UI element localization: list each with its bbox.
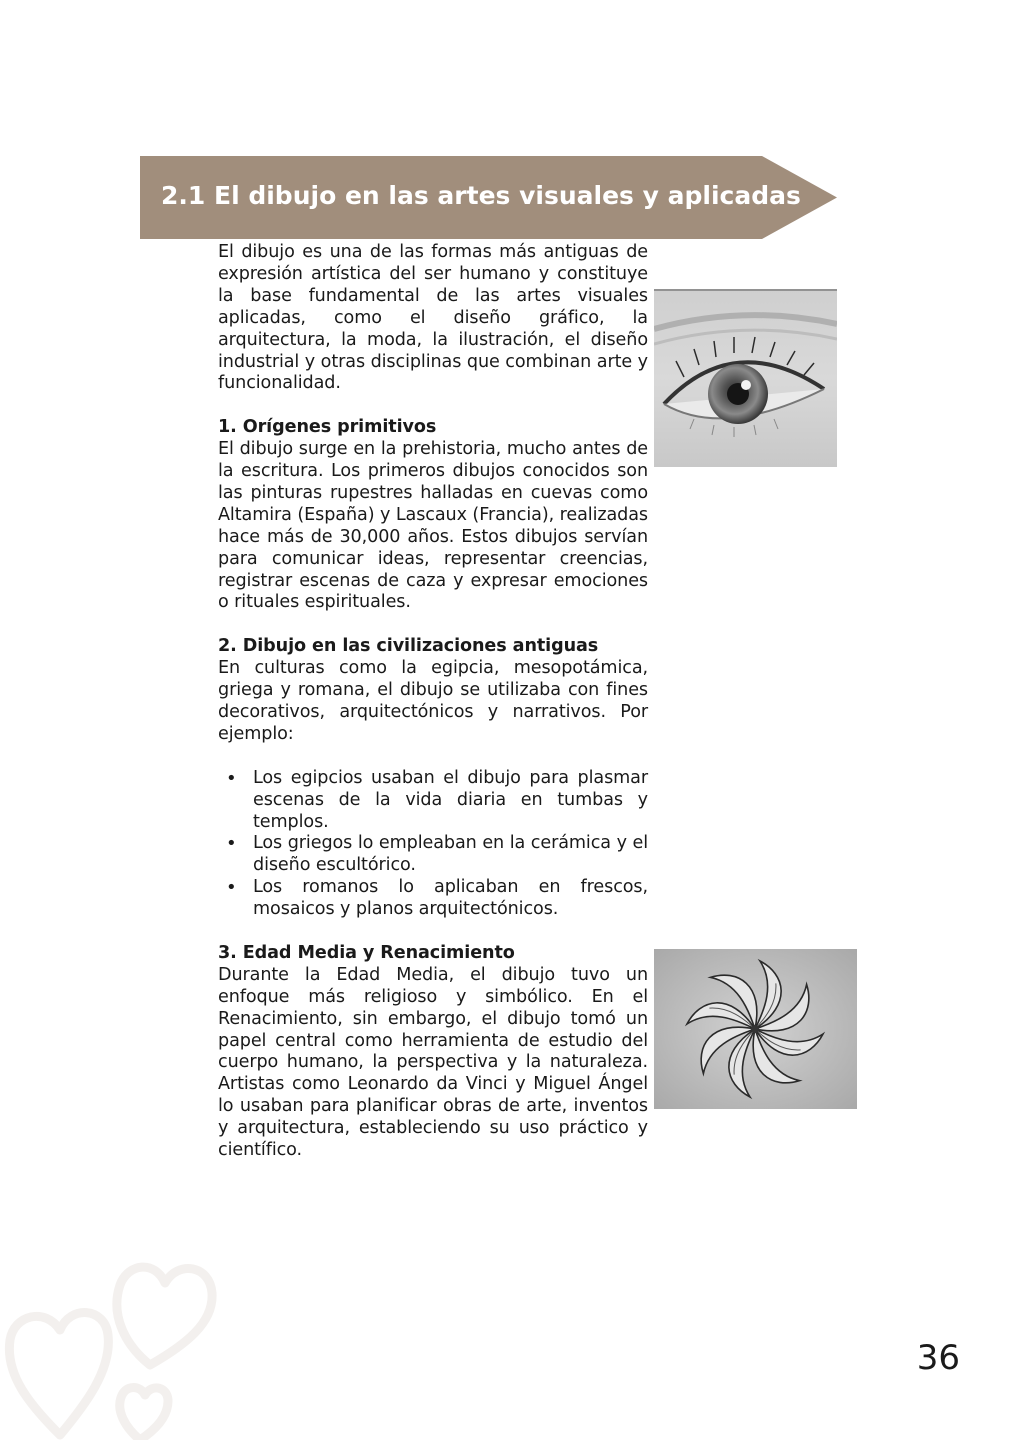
paragraph-civilizaciones: En culturas como la egipcia, mesopotámica, griega y romana, el dibujo se utilizaba con fines decorativos, arquitectónicos y narrativos. Por ejemplo:	[218, 658, 648, 744]
section-title: 2.1 El dibujo en las artes visuales y aplicadas	[161, 181, 801, 210]
heading-edad-media: 3. Edad Media y Renacimiento	[218, 942, 515, 963]
bullet-list	[218, 768, 648, 921]
list-item: • Los romanos lo aplicaban en frescos, mosaicos y planos arquitectónicos.	[218, 877, 648, 921]
heading-origenes: 1. Orígenes primitivos	[218, 417, 437, 438]
hearts-watermark-icon	[0, 1245, 230, 1440]
paragraph-edad-media: Durante la Edad Media, el dibujo tuvo un enfoque más religioso y simbólico. En el Renacimiento, sin embargo, el dibujo tomó un papel central como herramienta de estudio del cuerpo humano, la perspectiva y la naturaleza. Artistas como Leonardo da Vinci y Miguel Ángel lo usaban para planificar obras de arte, inventos y arquitectura, estableciendo su uso práctico y científico.	[218, 964, 648, 1161]
page-number: 36	[916, 1338, 960, 1378]
flower-drawing-image	[654, 949, 857, 1109]
list-item: • Los egipcios usaban el dibujo para plasmar escenas de la vida diaria en tumbas y templos.	[218, 768, 648, 834]
list-item: • Los griegos lo empleaban en la cerámica y el diseño escultórico.	[218, 833, 648, 877]
heading-civilizaciones: 2. Dibujo en las civilizaciones antiguas	[218, 636, 599, 657]
section-title-banner	[140, 156, 837, 239]
eye-drawing-image	[654, 289, 837, 467]
article-body	[218, 242, 648, 1162]
intro-paragraph: El dibujo es una de las formas más antiguas de expresión artística del ser humano y constituye la base fundamental de las artes visuales aplicadas, como el diseño gráfico, la arquitectura, la moda, la ilustración, el diseño industrial y otras disciplinas que combinan arte y funcionalidad.	[218, 242, 648, 394]
paragraph-origenes: El dibujo surge en la prehistoria, mucho antes de la escritura. Los primeros dibujos conocidos son las pinturas rupestres halladas en cuevas como Altamira (España) y Lascaux (Francia), realizadas hace más de 30,000 años. Estos dibujos servían para comunicar ideas, representar creencias, registrar escenas de caza y expresar emociones o rituales espirituales.	[218, 439, 648, 613]
